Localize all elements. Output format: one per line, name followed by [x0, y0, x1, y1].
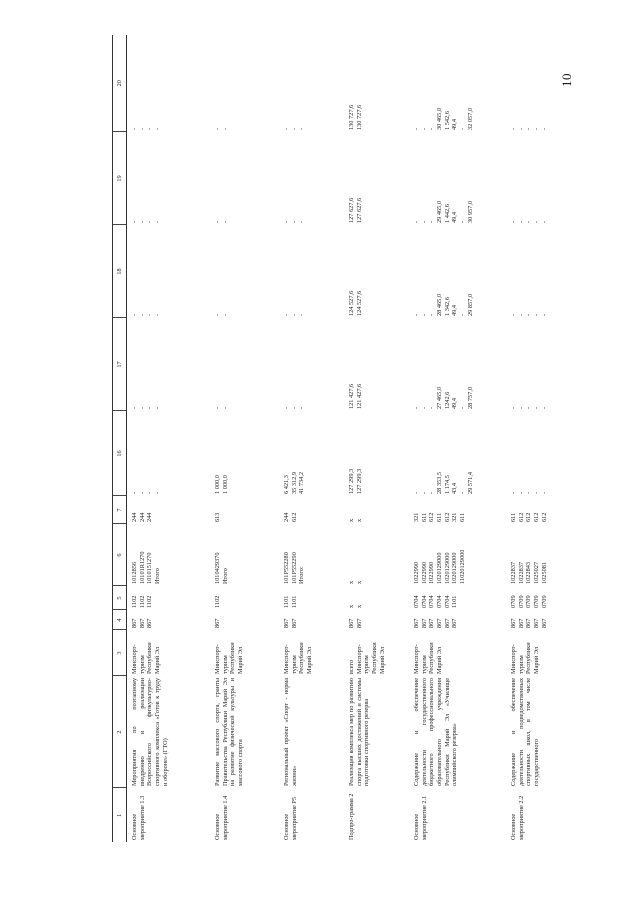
cell-line: - [298, 313, 306, 316]
cell-line: - [533, 220, 541, 223]
cell-line: - [154, 406, 162, 409]
cell-rz-pr [344, 586, 409, 610]
cell-line: 1101 [451, 595, 459, 608]
cell-line: Итого [221, 568, 229, 584]
cell-rz-pr [279, 586, 344, 610]
cell-line: - [154, 127, 162, 130]
cell-line: - [525, 313, 533, 316]
cell-line: 611 [510, 512, 517, 522]
cell-line: - [146, 313, 154, 316]
header-col-3: 3 [113, 630, 127, 676]
cell-line: 0709 [533, 595, 541, 608]
cell-value-19 [127, 132, 211, 225]
cell-line: - [138, 127, 146, 130]
cell-line: 612 [517, 512, 525, 522]
cell-value-17 [279, 318, 344, 411]
cell-line: - [533, 313, 541, 316]
cell-line: 32 057,0 [466, 107, 474, 130]
cell-line: - [459, 127, 467, 130]
cell-line: - [510, 313, 517, 316]
cell-line: - [138, 220, 146, 223]
cell-value-20 [506, 35, 553, 132]
table-row [210, 35, 279, 842]
cell-value-19 [409, 132, 506, 225]
cell-line: 867 [533, 618, 541, 628]
cell-line: 1 174,5 [443, 475, 451, 494]
cell-line: 867 [290, 618, 298, 628]
cell-value-18 [344, 225, 409, 318]
cell-line: 1102 [146, 595, 154, 608]
rotated-table-container [112, 35, 548, 842]
cell-line: - [420, 313, 428, 316]
cell-line: - [533, 491, 541, 494]
cell-line: 1242,6 [443, 391, 451, 409]
cell-line: 867 [540, 618, 548, 628]
cell-line: 127 299,3 [348, 468, 355, 494]
cell-line: - [517, 220, 525, 223]
cell-line: - [154, 313, 162, 316]
cell-line: 101P552280 [283, 552, 290, 584]
cell-line: - [131, 406, 138, 409]
cell-value-17 [127, 318, 211, 411]
cell-line: - [540, 406, 548, 409]
cell-line: - [540, 313, 548, 316]
cell-line: 43,4 [451, 482, 459, 494]
cell-line: - [517, 491, 525, 494]
cell-measure-name: Мероприятия по поэтапному внедрению и реализации Всероссийского физкультурно-спортивного комплекса «Готов к труду и обороне» (ГТО) [131, 678, 169, 786]
cell-line: - [525, 491, 533, 494]
cell-line: - [510, 491, 517, 494]
cell-vr [409, 496, 506, 524]
cell-line: 49,4 [451, 397, 459, 409]
cell-line: - [290, 220, 298, 223]
cell-grbs [210, 610, 279, 630]
cell-line: 101P552290 [290, 552, 298, 584]
cell-line: - [428, 220, 436, 223]
cell-line: - [413, 406, 420, 409]
cell-line: - [131, 127, 138, 130]
cell-value-18 [210, 225, 279, 318]
cell-measure-name: Содержание и обеспечение деятельности государственного бюджетного профессионального образовательного учреждения Республики Марий Эл «Училище олимпийского резерва» [413, 678, 459, 786]
header-col-5: 5 [113, 586, 127, 610]
cell-executor: Минспорт-туризм Республики Марий Эл [283, 642, 314, 674]
cell-line: 1022843 [525, 561, 533, 584]
cell-value-16 [506, 411, 553, 496]
cell-line: 27 465,0 [436, 386, 444, 409]
cell-line: - [154, 491, 162, 494]
cell-line: - [540, 491, 548, 494]
cell-line: - [221, 127, 229, 130]
cell-executor: всего Минспорт-туризм Республики Марий Эл [348, 642, 386, 674]
cell-line: - [420, 406, 428, 409]
cell-line: 49,4 [451, 304, 459, 316]
cell-line: 1022837 [517, 561, 525, 584]
cell-line: - [283, 220, 290, 223]
cell-line: x [348, 604, 355, 608]
cell-line: 0709 [510, 595, 517, 608]
cell-line: 1 000,0 [221, 475, 229, 494]
cell-line: Итого [154, 568, 162, 584]
cell-line: 867 [420, 618, 428, 628]
cell-line: - [283, 313, 290, 316]
cell-csr [344, 524, 409, 586]
cell-line: 1020129000 [443, 552, 451, 584]
cell-line: - [517, 406, 525, 409]
cell-line: x [348, 518, 355, 522]
cell-line: 867 [517, 618, 525, 628]
cell-line: 11020129000 [459, 549, 467, 584]
cell-line: 1010429370 [214, 552, 221, 584]
cell-rz-pr [506, 586, 553, 610]
cell-value-18 [279, 225, 344, 318]
cell-line: - [510, 406, 517, 409]
cell-executor: Минспорт-туризм Республики Марий Эл [413, 642, 444, 674]
cell-line: 1020129000 [436, 552, 444, 584]
cell-line: 29 857,0 [466, 293, 474, 316]
cell-grbs [279, 610, 344, 630]
cell-line: 121 427,6 [355, 383, 363, 409]
cell-line: 121 427,6 [348, 383, 355, 409]
cell-line: - [420, 491, 428, 494]
cell-measure-type: Основное мероприятие 2.2 [510, 795, 525, 840]
cell-line: 867 [131, 618, 138, 628]
cell-line: - [138, 313, 146, 316]
cell-line: 867 [348, 618, 355, 628]
header-col-7: 7 [113, 496, 127, 524]
cell-line: - [290, 313, 298, 316]
cell-grbs [506, 610, 553, 630]
cell-line: 867 [443, 618, 451, 628]
cell-line: 612 [443, 512, 451, 522]
cell-line: - [221, 406, 229, 409]
cell-line: - [131, 220, 138, 223]
cell-value-19 [210, 132, 279, 225]
header-col-20: 20 [113, 35, 127, 132]
cell-value-16 [344, 411, 409, 496]
cell-line: - [459, 220, 467, 223]
cell-line: 130 727,6 [355, 104, 363, 130]
cell-value-20 [210, 35, 279, 132]
header-col-1: 1 [113, 788, 127, 842]
cell-measure-type: Основное мероприятие Р5 [283, 796, 298, 840]
table-row [506, 35, 553, 842]
cell-value-18 [506, 225, 553, 318]
cell-line: 1025081 [540, 561, 548, 584]
cell-line: - [146, 127, 154, 130]
cell-line: 1102 [131, 595, 138, 608]
cell-csr [506, 524, 553, 586]
cell-line: - [283, 406, 290, 409]
header-col-2: 2 [113, 676, 127, 788]
cell-line: 321 [451, 512, 459, 522]
cell-rz-pr [409, 586, 506, 610]
cell-line: 29 571,4 [466, 471, 474, 494]
cell-line: 612 [533, 512, 541, 522]
cell-line: 613 [214, 512, 221, 522]
cell-line: 0704 [413, 595, 420, 608]
cell-line: - [413, 127, 420, 130]
cell-line: 10101R1270 [138, 551, 146, 584]
cell-line: x [348, 580, 355, 584]
cell-line: - [540, 220, 548, 223]
cell-line: - [540, 127, 548, 130]
cell-line: 124 527,6 [348, 290, 355, 316]
cell-line: 867 [436, 618, 444, 628]
cell-line: - [428, 491, 436, 494]
cell-grbs [409, 610, 506, 630]
page-number: 10 [559, 73, 574, 87]
cell-line: 1 000,0 [214, 475, 221, 494]
cell-line: - [459, 406, 467, 409]
cell-line: 28 757,0 [466, 386, 474, 409]
cell-line: 127 627,6 [355, 197, 363, 223]
cell-line: 867 [283, 618, 290, 628]
cell-line: 1010151270 [146, 552, 154, 584]
cell-line: 1101 [283, 595, 290, 608]
cell-value-20 [344, 35, 409, 132]
cell-line: 0704 [420, 595, 428, 608]
header-col-16: 16 [113, 411, 127, 496]
cell-line: 611 [436, 512, 444, 522]
cell-line: - [525, 220, 533, 223]
cell-line: 29 465,0 [436, 200, 444, 223]
budget-table [112, 35, 553, 842]
cell-value-16 [210, 411, 279, 496]
cell-line: 1102 [214, 595, 221, 608]
cell-line: 867 [355, 618, 363, 628]
cell-line: 1 542,6 [443, 111, 451, 130]
cell-vr [344, 496, 409, 524]
table-row [127, 35, 211, 842]
header-col-6: 6 [113, 524, 127, 586]
cell-line: 867 [138, 618, 146, 628]
cell-rz-pr [210, 586, 279, 610]
cell-value-18 [127, 225, 211, 318]
cell-line: - [525, 406, 533, 409]
cell-line: 867 [413, 618, 420, 628]
cell-line: 244 [146, 512, 154, 522]
cell-line: 867 [451, 618, 459, 628]
cell-line: - [131, 313, 138, 316]
cell-line: 130 727,6 [348, 104, 355, 130]
cell-line: 6 421,3 [283, 475, 290, 494]
cell-line: - [138, 491, 146, 494]
cell-measure-type: Основное мероприятие 1.4 [214, 795, 229, 840]
cell-value-20 [127, 35, 211, 132]
cell-line: - [517, 313, 525, 316]
cell-line: 867 [428, 618, 436, 628]
cell-line: 127 299,3 [355, 468, 363, 494]
header-row [113, 35, 127, 842]
cell-line: - [413, 491, 420, 494]
table-row [409, 35, 506, 842]
cell-line: 127 627,6 [348, 197, 355, 223]
cell-vr [127, 496, 211, 524]
cell-executor: Минспорт-туризм Республики Марий Эл [214, 642, 245, 674]
cell-line: 244 [138, 512, 146, 522]
cell-line: - [290, 127, 298, 130]
cell-line: - [221, 220, 229, 223]
cell-line: 124 527,6 [355, 290, 363, 316]
cell-vr [279, 496, 344, 524]
cell-line: 28 465,0 [436, 293, 444, 316]
cell-line: 28 353,5 [436, 471, 444, 494]
cell-line: 1 442,6 [443, 204, 451, 223]
cell-line: - [214, 220, 221, 223]
cell-vr [210, 496, 279, 524]
cell-line: - [298, 127, 306, 130]
cell-line: 0709 [517, 595, 525, 608]
cell-line: 1022990 [428, 561, 436, 584]
cell-line: - [146, 220, 154, 223]
cell-line: - [154, 220, 162, 223]
cell-rz-pr [127, 586, 211, 610]
cell-line: 1 342,6 [443, 297, 451, 316]
cell-line: - [510, 220, 517, 223]
cell-line: 1012856 [131, 561, 138, 584]
cell-line: 867 [525, 618, 533, 628]
cell-value-17 [344, 318, 409, 411]
cell-line: 41 734,2 [298, 471, 306, 494]
cell-line: - [459, 491, 467, 494]
cell-measure-type: Подпро-грамма 2 [348, 793, 355, 840]
cell-line: x [355, 580, 363, 584]
cell-line: - [413, 313, 420, 316]
cell-measure-name: Содержание и обеспечение деятельности подведомственных спортивных школ, в том числе государственного [510, 678, 541, 786]
header-col-4: 4 [113, 610, 127, 630]
cell-line: - [517, 127, 525, 130]
cell-measure-name: Реализация комплекса мер по развитию спорта высших достижений и системы подготовки спортивного резерва [348, 678, 371, 786]
cell-line: - [214, 313, 221, 316]
cell-line: 244 [283, 512, 290, 522]
cell-line: - [420, 220, 428, 223]
cell-line: 244 [131, 512, 138, 522]
header-col-19: 19 [113, 132, 127, 225]
cell-line: 0709 [525, 595, 533, 608]
cell-value-20 [279, 35, 344, 132]
cell-line: 867 [146, 618, 154, 628]
table-row [279, 35, 344, 842]
cell-line: - [214, 127, 221, 130]
cell-line: - [298, 220, 306, 223]
cell-line: x [355, 604, 363, 608]
cell-line: 49,4 [451, 118, 459, 130]
cell-line: - [420, 127, 428, 130]
cell-line: 1022990 [413, 561, 420, 584]
cell-line: Итого: [298, 566, 306, 584]
cell-line: - [146, 406, 154, 409]
cell-line: 0709 [540, 595, 548, 608]
cell-line: - [290, 406, 298, 409]
cell-line: 611 [459, 512, 467, 522]
cell-measure-type: Основное мероприятие 2.1 [413, 795, 428, 840]
cell-line: 612 [525, 512, 533, 522]
cell-csr [210, 524, 279, 586]
cell-value-17 [409, 318, 506, 411]
cell-measure-name: Развитие массового спорта, гранты Правительства Республики Марий Эл на развитие физической культуры и массового спорта [214, 678, 245, 786]
cell-line: - [214, 406, 221, 409]
cell-line: - [221, 313, 229, 316]
cell-line: 1022837 [510, 561, 517, 584]
cell-value-19 [279, 132, 344, 225]
cell-line: 1102 [138, 595, 146, 608]
cell-line: - [428, 406, 436, 409]
cell-line: 1022990 [420, 561, 428, 584]
cell-value-20 [409, 35, 506, 132]
cell-line: - [533, 127, 541, 130]
cell-line: - [459, 313, 467, 316]
cell-line: x [355, 518, 363, 522]
cell-measure-type: Основное мероприятие 1.3 [131, 795, 146, 840]
cell-line: 1025027 [533, 561, 541, 584]
cell-vr [506, 496, 553, 524]
cell-line: 0704 [436, 595, 444, 608]
cell-line: 1020129000 [451, 552, 459, 584]
header-col-17: 17 [113, 318, 127, 411]
cell-line: 1101 [290, 595, 298, 608]
cell-line: - [298, 406, 306, 409]
cell-line: - [533, 406, 541, 409]
cell-line: - [138, 406, 146, 409]
cell-line: 0704 [428, 595, 436, 608]
cell-line: - [510, 127, 517, 130]
cell-line: 49,4 [451, 211, 459, 223]
cell-line: 867 [214, 618, 221, 628]
cell-line: 30 957,0 [466, 200, 474, 223]
cell-executor: Минспорт-туризм Республики Марий Эл [510, 642, 541, 674]
header-col-18: 18 [113, 225, 127, 318]
cell-line: 612 [540, 512, 548, 522]
cell-csr [409, 524, 506, 586]
cell-line: 30 465,0 [436, 107, 444, 130]
cell-value-19 [344, 132, 409, 225]
cell-value-17 [210, 318, 279, 411]
table-row [344, 35, 409, 842]
cell-line: 35 312,9 [290, 471, 298, 494]
cell-measure-name: Региональный проект «Спорт - норма жизни» [283, 678, 298, 786]
cell-line: 0704 [443, 595, 451, 608]
cell-executor: Минспорт-туризм Республики Марий Эл [131, 642, 162, 674]
cell-line: - [525, 127, 533, 130]
cell-line: 611 [420, 512, 428, 522]
cell-grbs [344, 610, 409, 630]
cell-line: - [413, 220, 420, 223]
cell-line: - [283, 127, 290, 130]
cell-line: 867 [510, 618, 517, 628]
cell-line: - [428, 127, 436, 130]
cell-value-18 [409, 225, 506, 318]
cell-line: 612 [428, 512, 436, 522]
cell-csr [127, 524, 211, 586]
cell-csr [279, 524, 344, 586]
cell-line: - [428, 313, 436, 316]
cell-line: 321 [413, 512, 420, 522]
cell-value-16 [127, 411, 211, 496]
cell-line: - [146, 491, 154, 494]
cell-value-16 [279, 411, 344, 496]
cell-grbs [127, 610, 211, 630]
cell-value-17 [506, 318, 553, 411]
cell-line: 612 [290, 512, 298, 522]
cell-line: - [131, 491, 138, 494]
cell-value-19 [506, 132, 553, 225]
cell-value-16 [409, 411, 506, 496]
